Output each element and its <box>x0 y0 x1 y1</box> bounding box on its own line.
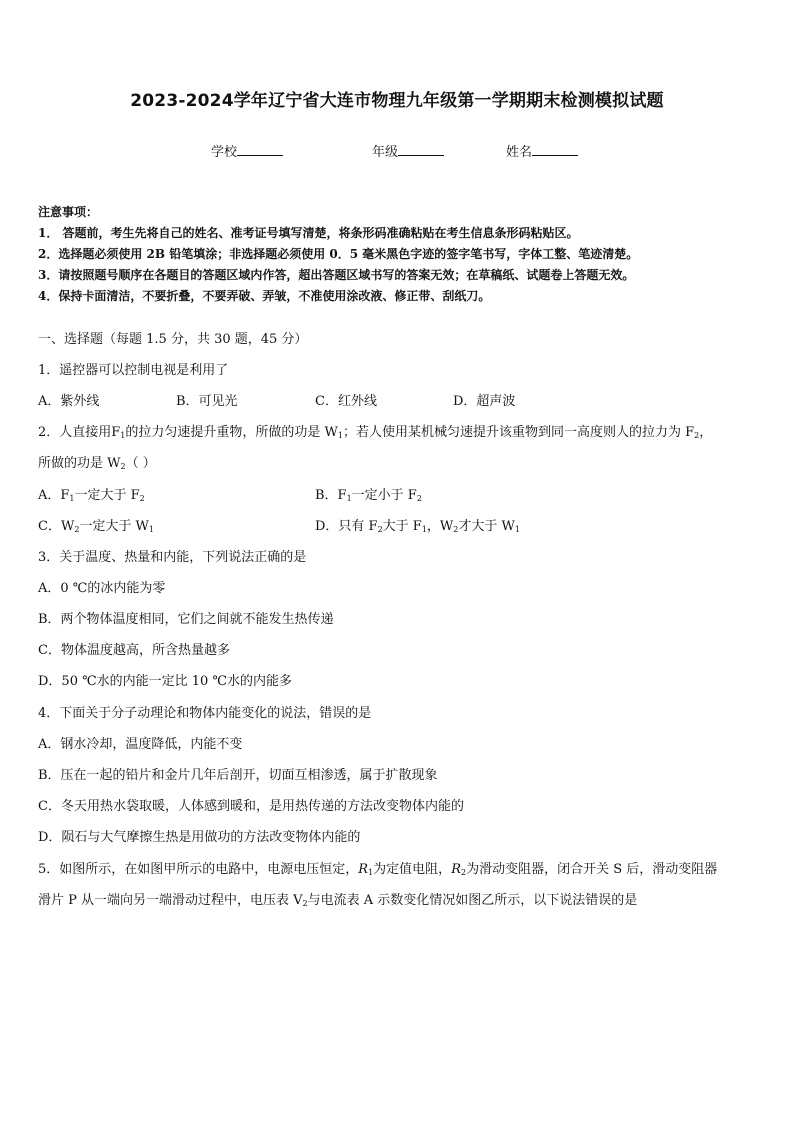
note-item: 4．保持卡面清洁，不要折叠，不要弄破、弄皱，不准使用涂改液、修正带、刮纸刀。 <box>38 289 491 303</box>
grade-field <box>372 141 444 160</box>
q2-option-d: D．只有 $F_2$大于 $F_1$，$W_2$才大于 $W_1$ <box>315 519 520 534</box>
school-blank <box>237 143 283 156</box>
school-label: 学校 <box>211 145 238 160</box>
name-label: 姓名 <box>506 145 533 160</box>
question-5-stem: 5．如图所示，在如图甲所示的电路中，电源电压恒定，$R_1$为定值电阻，$R_2$为滑动变阻器，闭合开关 S 后，滑动变阻器 <box>38 862 718 877</box>
q2-option-b: B．$F_1$一定小于 $F_2$ <box>315 488 422 503</box>
question-4-stem: 4．下面关于分子动理论和物体内能变化的说法，错误的是 <box>38 706 372 721</box>
q2-option-c: C．$W_2$一定大于 $W_1$ <box>38 519 154 534</box>
q3-option-d: D．50 ℃水的内能一定比 10 ℃水的内能多 <box>38 674 292 689</box>
section-heading: 一、选择题（每题 1.5 分，共 30 题，45 分） <box>38 332 308 347</box>
page-title: 2023-2024学年辽宁省大连市物理九年级第一学期期末检测模拟试题 <box>130 91 664 111</box>
q4-option-a: A．钢水冷却，温度降低，内能不变 <box>38 737 243 752</box>
q4-option-b: B．压在一起的铅片和金片几年后剖开，切面互相渗透，属于扩散现象 <box>38 768 438 783</box>
name-field <box>506 141 578 160</box>
q1-option-a: A．紫外线 <box>38 394 100 409</box>
note-item: 1． 答题前，考生先将自己的姓名、准考证号填写清楚，将条形码准确粘贴在考生信息条形码粘贴区。 <box>38 226 579 240</box>
notes-heading: 注意事项： <box>38 205 99 219</box>
q1-option-c: C．红外线 <box>315 394 377 409</box>
question-2-stem-line2: 所做的功是 $W_2$（ ） <box>38 456 156 471</box>
q1-option-d: D．超声波 <box>453 394 516 409</box>
q1-option-b: B．可见光 <box>176 394 238 409</box>
q4-option-d: D．陨石与大气摩擦生热是用做功的方法改变物体内能的 <box>38 830 361 845</box>
q2-option-a: A．$F_1$一定大于 $F_2$ <box>38 488 145 503</box>
grade-label: 年级 <box>372 145 399 160</box>
school-field <box>211 141 283 160</box>
name-blank <box>532 143 578 156</box>
note-item: 3．请按照题号顺序在各题目的答题区域内作答，超出答题区域书写的答案无效；在草稿纸、试题卷上答题无效。 <box>38 268 635 282</box>
q3-option-c: C．物体温度越高，所含热量越多 <box>38 643 230 658</box>
grade-blank <box>398 143 444 156</box>
question-2-stem: 2．人直接用$F_1$的拉力匀速提升重物，所做的功是 $W_1$；若人使用某机械匀速提升该重物到同一高度则人的拉力为 $F_2$， <box>38 425 713 440</box>
q3-option-a: A．0 ℃的冰内能为零 <box>38 581 166 596</box>
question-3-stem: 3．关于温度、热量和内能，下列说法正确的是 <box>38 550 307 565</box>
question-1-stem: 1．遥控器可以控制电视是利用了 <box>38 363 229 378</box>
note-item: 2．选择题必须使用 2B 铅笔填涂；非选择题必须使用 0．5 毫米黑色字迹的签字笔书写，字体工整、笔迹清楚。 <box>38 247 639 261</box>
q4-option-c: C．冬天用热水袋取暖，人体感到暖和，是用热传递的方法改变物体内能的 <box>38 799 464 814</box>
question-5-stem-line2: 滑片 P 从一端向另一端滑动过程中，电压表 $V_2$与电流表 A 示数变化情况如图乙所示，以下说法错误的是 <box>38 893 638 908</box>
q3-option-b: B．两个物体温度相同，它们之间就不能发生热传递 <box>38 612 334 627</box>
